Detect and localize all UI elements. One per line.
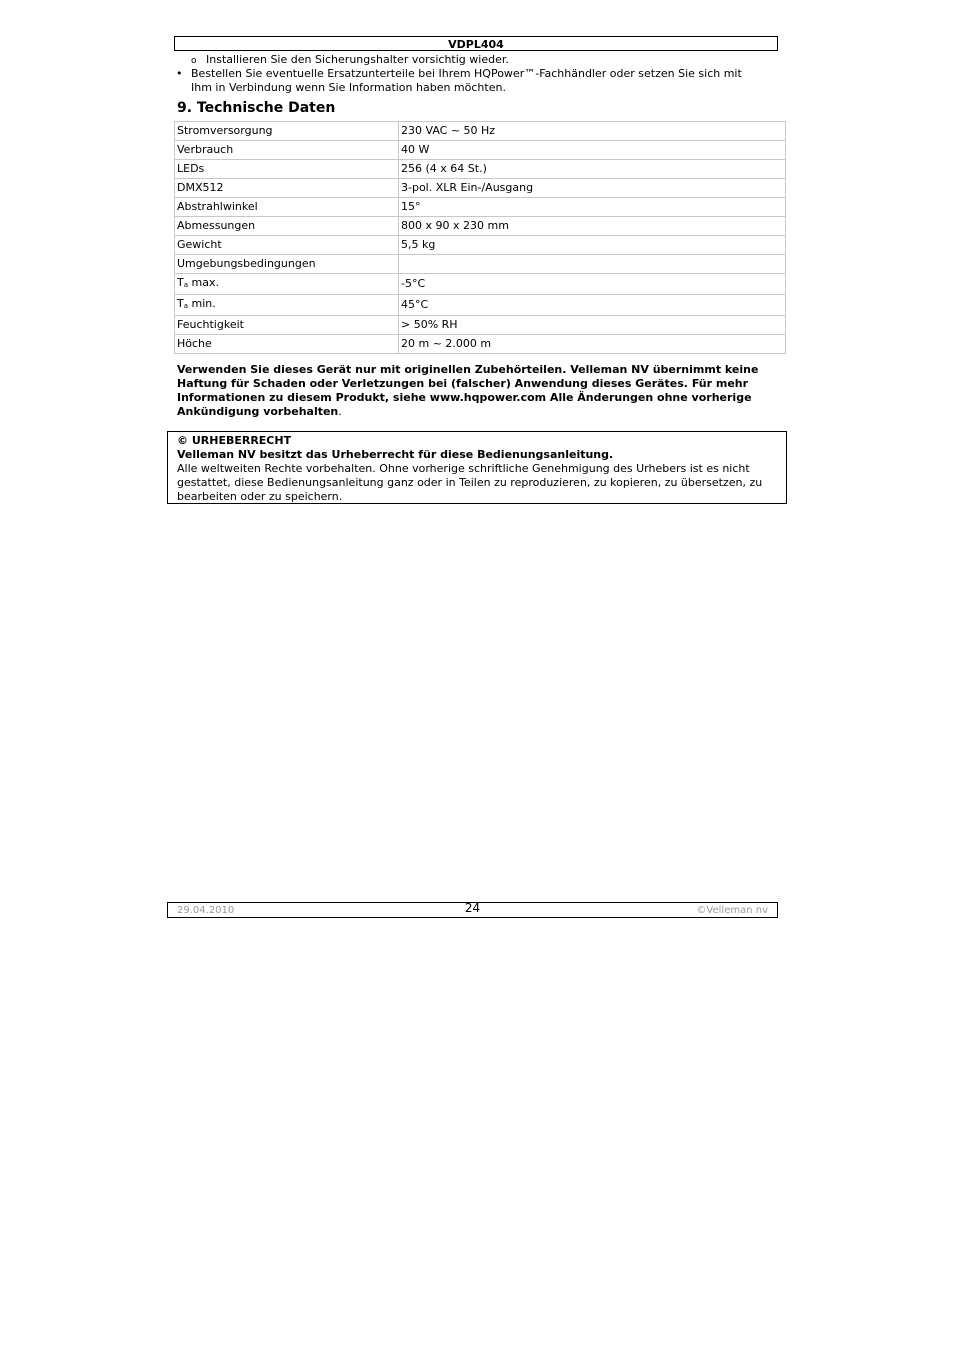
spec-label-main: T	[177, 297, 184, 310]
copyright-box	[167, 431, 787, 504]
bullet-list-item	[176, 67, 766, 94]
table-row	[175, 179, 786, 198]
spec-label: Feuchtigkeit	[175, 316, 399, 335]
spec-label: Umgebungsbedingungen	[175, 255, 399, 274]
spec-value: 230 VAC ~ 50 Hz	[399, 122, 786, 141]
table-row	[175, 122, 786, 141]
spec-label: Abmessungen	[175, 217, 399, 236]
page-header-model: VDPL404	[174, 36, 778, 51]
spec-value: 45°C	[399, 295, 786, 316]
copyright-body: Alle weltweiten Rechte vorbehalten. Ohne vorherige schriftliche Genehmigung des Urhebers ist es nicht gestattet, diese Bedienungsanleitung ganz oder in Teilen zu reproduzieren, zu kopieren, zu übersetzen, zu bearbeiten oder zu speichern.	[177, 462, 763, 503]
table-row	[175, 255, 786, 274]
spec-label: Verbrauch	[175, 141, 399, 160]
spec-label: DMX512	[175, 179, 399, 198]
bullet-list-text: Bestellen Sie eventuelle Ersatzunterteile bei Ihrem HQPower™-Fachhändler oder setzen Sie sich mit Ihm in Verbindung wenn Sie Information haben möchten.	[191, 67, 742, 94]
spec-value	[399, 255, 786, 274]
footer-copyright: ©Velleman nv	[696, 905, 768, 916]
table-row	[175, 335, 786, 354]
table-row	[175, 274, 786, 295]
table-row	[175, 141, 786, 160]
spec-label: Gewicht	[175, 236, 399, 255]
copyright-title: © URHEBERRECHT	[177, 434, 292, 447]
spec-label-rest: min.	[188, 297, 216, 310]
usage-notice	[177, 363, 777, 419]
table-row	[175, 198, 786, 217]
spec-label: Höche	[175, 335, 399, 354]
spec-value: 256 (4 x 64 St.)	[399, 160, 786, 179]
spec-value: -5°C	[399, 274, 786, 295]
spec-label	[175, 295, 399, 316]
spec-value: 3-pol. XLR Ein-/Ausgang	[399, 179, 786, 198]
spec-label-subscript: a	[183, 281, 189, 289]
spec-label-rest: max.	[188, 276, 219, 289]
sub-list-item	[191, 53, 771, 68]
usage-notice-text: Verwenden Sie dieses Gerät nur mit originellen Zubehörteilen. Velleman NV übernimmt keine Haftung für Schaden oder Verletzungen bei (falscher) Anwendung dieses Gerätes. Für mehr Informationen zu diesem Produkt, siehe www.hqpower.com Alle Änderungen ohne vorherige Ankündigung vorbehalten	[177, 363, 759, 418]
spec-label: Stromversorgung	[175, 122, 399, 141]
section-heading: 9. Technische Daten	[177, 100, 336, 116]
spec-label	[175, 274, 399, 295]
copyright-subtitle: Velleman NV besitzt das Urheberrecht für diese Bedienungsanleitung.	[177, 448, 614, 461]
table-row	[175, 160, 786, 179]
spec-label: LEDs	[175, 160, 399, 179]
page-number: 24	[464, 901, 481, 915]
table-row	[175, 316, 786, 335]
spec-table	[174, 121, 786, 354]
spec-label-main: T	[177, 276, 184, 289]
spec-label-subscript: a	[183, 302, 189, 310]
footer-date: 29.04.2010	[177, 905, 235, 916]
spec-value: > 50% RH	[399, 316, 786, 335]
sub-list-text: Installieren Sie den Sicherungshalter vorsichtig wieder.	[206, 53, 509, 66]
spec-value: 800 x 90 x 230 mm	[399, 217, 786, 236]
table-row	[175, 217, 786, 236]
spec-value: 40 W	[399, 141, 786, 160]
spec-value: 20 m ~ 2.000 m	[399, 335, 786, 354]
table-row	[175, 295, 786, 316]
spec-label: Abstrahlwinkel	[175, 198, 399, 217]
table-row	[175, 236, 786, 255]
circle-bullet-icon: o	[191, 56, 197, 66]
spec-value: 15°	[399, 198, 786, 217]
bullet-icon: •	[176, 67, 183, 80]
page-footer	[167, 902, 778, 918]
spec-value: 5,5 kg	[399, 236, 786, 255]
usage-notice-period: .	[338, 405, 342, 418]
